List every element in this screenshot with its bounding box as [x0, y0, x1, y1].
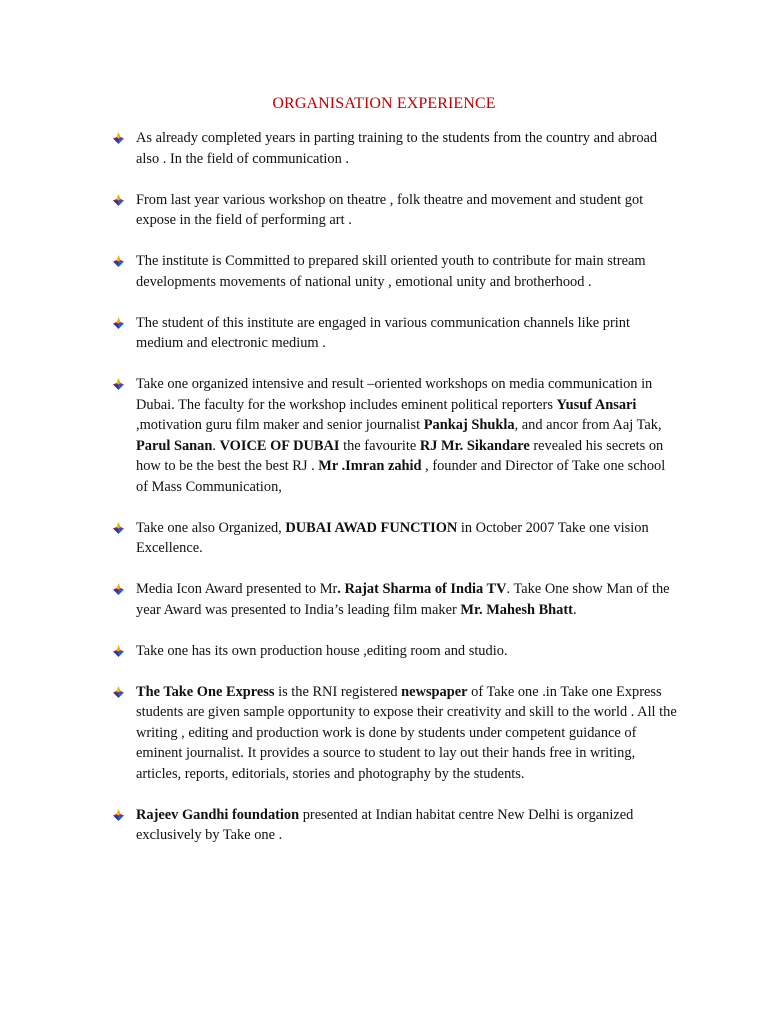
item-text: The institute is Committed to prepared skill oriented youth to contribute for main stream developments movements of national unity , emotional unity and brotherhood . [136, 253, 646, 290]
bold-text: Mr .Imran zahid [318, 458, 422, 474]
page-title: ORGANISATION EXPERIENCE [272, 95, 496, 112]
item-text: Media Icon Award presented to Mr [136, 581, 338, 597]
item-text: . Take One show Man of the year Award was presented to India’s leading film maker [136, 581, 670, 618]
arrow-bullet-icon [113, 583, 124, 595]
bold-text: Parul Sanan [136, 437, 213, 454]
list-item [0, 518, 678, 559]
item-text: presented at Indian habitat centre New Delhi is organized exclusively by Take one . [136, 806, 634, 843]
item-text: the favourite [339, 437, 420, 454]
bold-text: Pankaj Shukla [423, 417, 515, 433]
arrow-bullet-icon [113, 809, 124, 821]
item-text: Take one has its own production house ,editing room and studio. [136, 642, 508, 659]
item-text: Take one also Organized, [136, 519, 286, 536]
item-text: ,motivation guru film maker and senior journalist [136, 417, 424, 433]
arrow-bullet-icon [113, 317, 124, 329]
arrow-bullet-icon [113, 255, 124, 267]
bold-text: . Rajat Sharma of India TV [337, 581, 507, 597]
item-text: is the RNI registered [274, 683, 402, 700]
arrow-bullet-icon [113, 132, 124, 144]
bold-text: Mr. Mahesh Bhatt [460, 601, 573, 618]
arrow-bullet-icon [113, 645, 124, 657]
bold-text: The Take One Express [136, 683, 275, 700]
bold-text: Rajeev Gandhi foundation [136, 806, 300, 823]
item-text: As already completed years in parting training to the students from the country and abroad also . In the field of communication . [136, 130, 658, 167]
bold-text: newspaper [401, 683, 468, 700]
item-text: revealed his secrets on how to be the best the best RJ . [136, 437, 664, 474]
list-item [0, 682, 678, 785]
item-text: Take one organized intensive and result –oriented workshops on media communication in Dubai. The faculty for the workshop includes eminent political reporters [136, 376, 653, 413]
item-text: , founder and Director of Take one school of Mass Communication, [136, 458, 666, 495]
list-item [0, 251, 678, 292]
bold-text: Yusuf Ansari [556, 396, 637, 413]
list-item [0, 190, 678, 231]
arrow-bullet-icon [113, 522, 124, 534]
bold-text: RJ Mr. Sikandare [419, 437, 530, 454]
item-text: in October 2007 Take one vision Excellence. [136, 519, 649, 556]
list-item [0, 128, 678, 169]
item-text: . [212, 437, 220, 454]
list-item [0, 805, 678, 846]
bold-text: DUBAI AWAD FUNCTION [285, 519, 458, 536]
arrow-bullet-icon [113, 686, 124, 698]
list-item [0, 374, 678, 497]
arrow-bullet-icon [113, 378, 124, 390]
arrow-bullet-icon [113, 194, 124, 206]
list-item [0, 313, 678, 354]
item-text: , and ancor from Aaj Tak, [514, 417, 662, 433]
item-text: The student of this institute are engaged in various communication channels like print medium and electronic medium . [136, 314, 630, 351]
list-item [0, 641, 678, 662]
item-text: From last year various workshop on theatre , folk theatre and movement and student got expose in the field of performing art . [136, 191, 644, 228]
item-text: of Take one .in Take one Express students are given sample opportunity to expose their creativity and skill to the world . All the writing , editing and production work is done by students under competent guidance of eminent journalist. It provides a source to student to lay out their hands free in writing, articles, reports, editorials, stories and photography by the students. [136, 683, 677, 782]
bullet-list [0, 128, 768, 866]
item-text: . [572, 601, 577, 618]
bold-text: VOICE OF DUBAI [219, 437, 340, 454]
list-item [0, 579, 678, 620]
